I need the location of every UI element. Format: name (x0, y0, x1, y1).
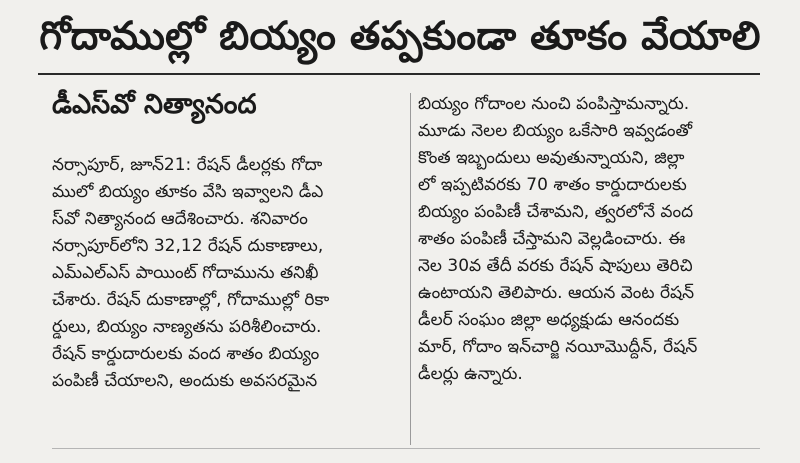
right-column-line: ఉంటాయని తెలిపారు. ఆయన వెంట రేషన్ (418, 283, 695, 303)
headline: గోదాముల్లో బియ్యం తప్పకుండా తూకం వేయాలి (39, 14, 761, 59)
bottom-rule (52, 448, 760, 449)
right-column (418, 91, 758, 388)
headline-rule (38, 73, 760, 75)
left-column-line: నర్సాపూర్‌లోని 32,12 రేషన్ దుకాణాలు, (52, 236, 324, 256)
left-column (52, 152, 407, 395)
right-column-line: మూడు నెలల బియ్యం ఒకేసారి ఇవ్వడంతో (418, 121, 693, 141)
right-column-line: మార్, గోదాం ఇన్‌చార్జి నయీమొద్దీన్, రేషన్ (418, 337, 698, 357)
right-column-line: బియ్యం పంపిణీ చేశామని, త్వరలోనే వంద (418, 202, 694, 222)
right-column-line: లో ఇప్పటివరకు 70 శాతం కార్డుదారులకు (418, 175, 687, 195)
left-column-line: నర్సాపూర్, జూన్21: రేషన్ డీలర్లకు గోదా (52, 155, 323, 175)
right-column-line: నెల 30వ తేదీ వరకు రేషన్ షాపులు తెరిచి (418, 256, 693, 276)
left-column-line: చేశారు. రేషన్ దుకాణాల్లో, గోదాముల్లో రికా (52, 290, 330, 310)
byline: డీఎస్‌వో నిత్యానంద (52, 89, 257, 120)
left-column-line: పంపిణీ చేయాలని, అందుకు అవసరమైన (52, 371, 318, 391)
right-column-line: బియ్యం గోదాంల నుంచి పంపిస్తామన్నారు. (418, 94, 690, 114)
right-column-line: డీలర్లు ఉన్నారు. (418, 364, 523, 384)
left-column-line: రేషన్ కార్డుదారులకు వంద శాతం బియ్యం (52, 344, 320, 364)
left-column-line: ములో బియ్యం తూకం వేసి ఇవ్వాలని డీఎ (52, 182, 324, 202)
right-column-line: డీలర్ సంఘం జిల్లా అధ్యక్షుడు ఆనందకు (418, 310, 680, 330)
left-column-line: ర్డులు, బియ్యం నాణ్యతను పరిశీలించారు. (52, 317, 322, 337)
column-divider (410, 93, 411, 445)
right-column-line: కొంత ఇబ్బందులు అవుతున్నాయని, జిల్లా (418, 148, 685, 168)
right-column-line: శాతం పంపిణీ చేస్తామని వెల్లడించారు. ఈ (418, 229, 686, 249)
left-column-line: ఎమ్ఎల్ఎస్ పాయింట్ గోదామును తనిఖీ (52, 263, 319, 283)
left-column-line: స్‌వో నిత్యానంద ఆదేశించారు. శనివారం (52, 209, 308, 229)
